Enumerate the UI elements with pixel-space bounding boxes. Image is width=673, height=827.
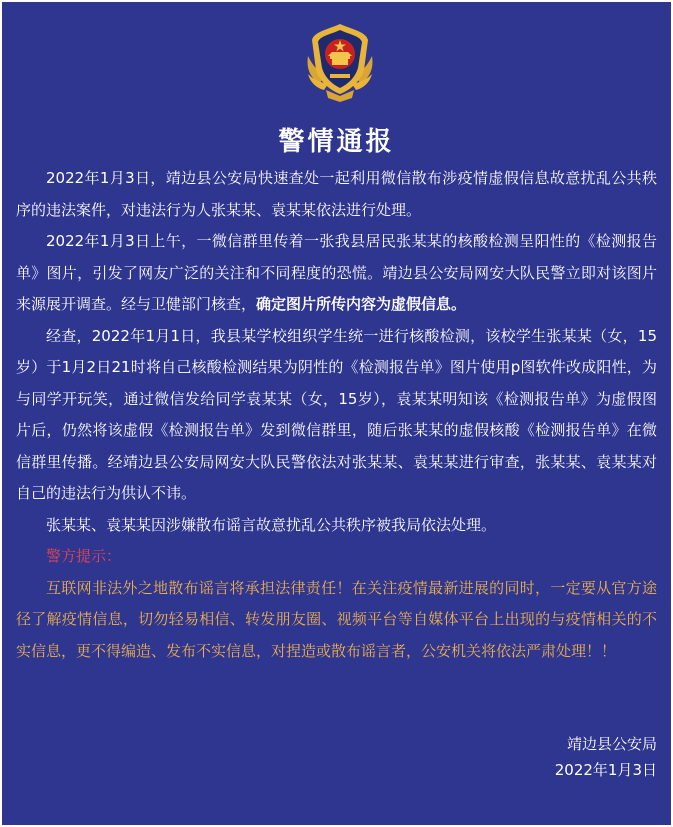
notice-panel (2, 2, 671, 825)
notice-body (16, 163, 657, 667)
paragraph-2 (16, 226, 657, 321)
paragraph-2-bold-conclusion: 确定图片所传内容为虚假信息。 (256, 295, 467, 313)
warning-text: 互联网非法外之地散布谣言将承担法律责任！在关注疫情最新进展的同时，一定要从官方途径了解疫情信息，切勿轻易相信、转发朋友圈、视频平台等自媒体平台上出现的与疫情相关的不实信息，更不得编造、发布不实信息，对捏造或散布谣言者，公安机关将依法严肃处理！！ (16, 578, 657, 660)
paragraph-3: 经查，2022年1月1日，我县某学校组织学生统一进行核酸检测，该校学生张某某（女，15岁）于1月2日21时将自己核酸检测结果为阴性的《检测报告单》图片使用p图软件改成阳性，为与同学开玩笑，通过微信发给同学袁某某（女，15岁），袁某某明知该《检测报告单》为虚假图片后，仍然将该虚假《检测报告单》发到微信群里，随后张某某的虚假核酸《检测报告单》在微信群里传播。经靖边县公安局网安大队民警依法对张某某、袁某某进行审查，张某某、袁某某对自己的违法行为供认不讳。 (16, 326, 657, 502)
warning-heading: 警方提示： (46, 547, 122, 565)
police-emblem-icon (300, 20, 380, 102)
paragraph-2-text: 2022年1月3日上午，一微信群里传着一张我县居民张某某的核酸检测呈阳性的《检测报告单》图片，引发了网友广泛的关注和不同程度的恐慌。靖边县公安局网安大队民警立即对该图片来源展开调查。经与卫健部门核查， (16, 232, 657, 313)
signature-date: 2022年1月3日 (554, 761, 657, 779)
notice-title: 警情通报 (278, 127, 395, 157)
signature-agency: 靖边县公安局 (566, 735, 657, 753)
paragraph-4: 张某某、袁某某因涉嫌散布谣言故意扰乱公共秩序被我局依法处理。 (46, 515, 497, 534)
signature-block (555, 731, 657, 783)
paragraph-1: 2022年1月3日，靖边县公安局快速查处一起利用微信散布涉疫情虚假信息故意扰乱公共秩序的违法案件，对违法行为人张某某、袁某某依法进行处理。 (16, 169, 657, 219)
